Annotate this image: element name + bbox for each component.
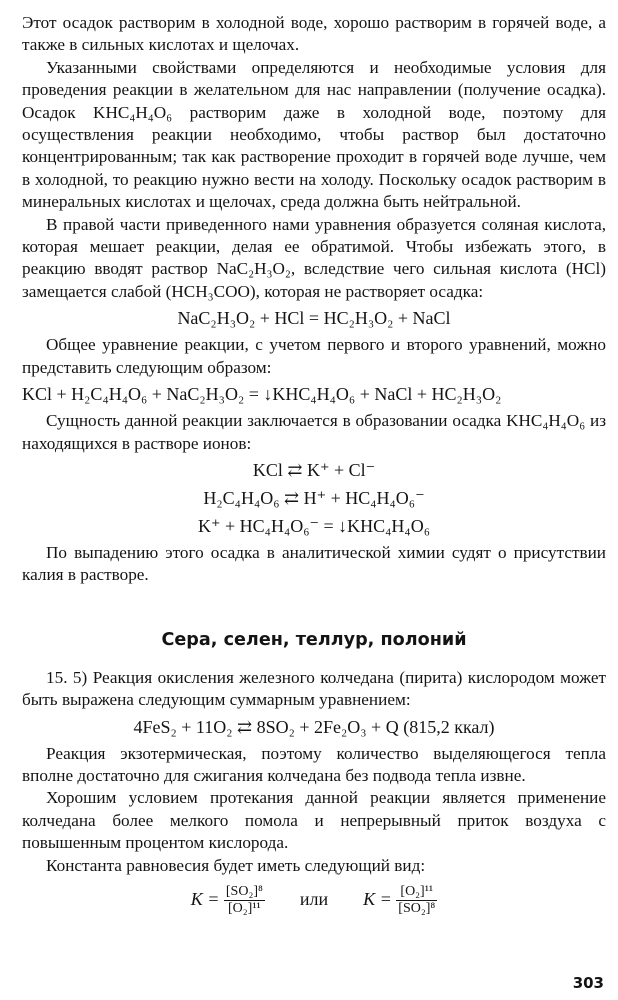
- or-word: или: [299, 888, 329, 909]
- paragraph-4: Общее уравнение реакции, с учетом первого и второго уравнений, можно представить следующим образом:: [22, 335, 606, 377]
- page-number: 303: [572, 974, 604, 992]
- paragraph-5: Сущность данной реакции заключается в образовании осадка KHC₄H₄O₆ из находящихся в растворе ионов:: [22, 411, 606, 453]
- paragraph-10: Константа равновесия будет иметь следующий вид:: [46, 855, 426, 875]
- heading-gap: [22, 651, 606, 667]
- k2-denominator: [SO₂]⁸: [398, 901, 436, 917]
- equation-3: KCl ⇄ K⁺ + Cl⁻: [252, 459, 376, 480]
- paragraph-9: Хорошим условием протекания данной реакции является применение колчедана более мелкого помола и непрерывный приток воздуха с повышенным процентом кислорода.: [22, 788, 606, 853]
- paragraph-8: Реакция экзотермическая, поэтому количество выделяющегося тепла вполне достаточно для сжигания колчедана без подвода тепла извне.: [22, 743, 606, 785]
- k1-lhs: K =: [190, 888, 220, 909]
- paragraph-6: По выпадению этого осадка в аналитической химии судят о присутствии калия в растворе.: [22, 542, 606, 585]
- paragraph-2: Указанными свойствами определяются и необходимые условия для проведения реакции в желательном для нас направлении (получение осадка). Осадок KHC₄H₄O₆ растворим даже в холодной воде, поэтому для осуществления реакции необходимо, чтобы раствор был достаточно концентрированным; так как растворение проходит в горячей воде лучше, чем в холодной, то реакцию нужно вести на холоду. Поскольку осадок растворим в минеральных кислотах и щелочах, среда должна быть нейтральной.: [22, 57, 606, 212]
- paragraph-1: Этот осадок растворим в холодной воде, хорошо растворим в горячей воде, а также в сильных кислотах и щелочах.: [22, 13, 606, 55]
- paragraph-7: 15. 5) Реакция окисления железного колчедана (пирита) кислородом может быть выражена следующим суммарным уравнением:: [22, 667, 606, 710]
- k1-denominator: [O₂]¹¹: [228, 901, 261, 917]
- equation-1: NaC₂H₃O₂ + HCl = HC₂H₃O₂ + NaCl: [177, 308, 451, 329]
- equation-4: H₂C₄H₄O₆ ⇄ H⁺ + HC₄H₄O₆⁻: [203, 487, 425, 508]
- paragraph-3: В правой части приведенного нами уравнения образуется соляная кислота, которая мешает реакции, делая ее обратимой. Чтобы избежать этого, в реакцию вводят раствор NaC₂H₃O₂, вследствие чего сильная кислота (HCl) замещается слабой (HCH₃COO), которая не растворяет осадка:: [22, 214, 606, 301]
- k1-numerator: [SO₂]⁸: [225, 884, 263, 900]
- k2-fraction: [396, 884, 437, 917]
- k2-numerator: [O₂]¹¹: [396, 884, 437, 901]
- equilibrium-constants: [22, 879, 606, 919]
- equation-5: K⁺ + HC₄H₄O₆⁻ = ↓KHC₄H₄O₆: [198, 515, 430, 536]
- equation-2: KCl + H₂C₄H₄O₆ + NaC₂H₃O₂ = ↓KHC₄H₄O₆ + NaCl + HC₂H₃O₂: [22, 384, 502, 405]
- k1-fraction: [224, 884, 265, 917]
- equation-6: 4FeS₂ + 11O₂ ⇄ 8SO₂ + 2Fe₂O₃ + Q (815,2 ккал): [133, 716, 495, 737]
- section-heading: Сера, селен, теллур, полоний: [161, 629, 467, 650]
- page-body: [22, 12, 606, 919]
- section-gap: [22, 587, 606, 629]
- k2-lhs: K =: [363, 888, 392, 909]
